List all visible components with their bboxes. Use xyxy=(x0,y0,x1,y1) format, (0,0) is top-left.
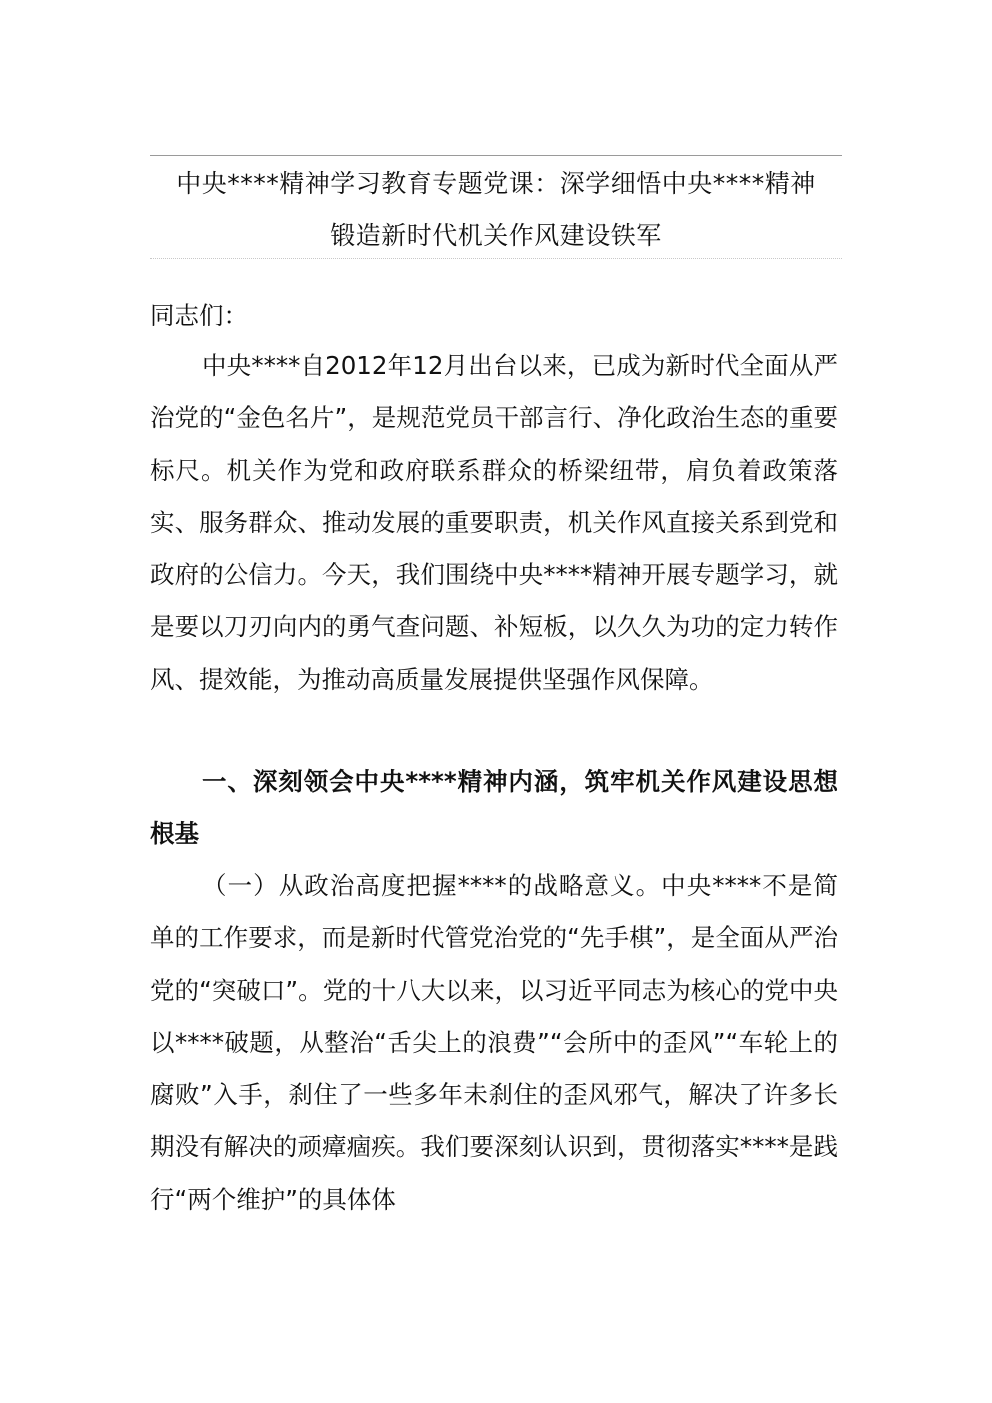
section-heading-1: 一、深刻领会中央****精神内涵，筑牢机关作风建设思想根基 xyxy=(150,767,838,849)
paragraph-intro: 中央****自2012年12月出台以来，已成为新时代全面从严治党的“金色名片”，是规范党员干部言行、净化政治生态的重要标尺。机关作为党和政府联系群众的桥梁纽带，肩负着政策落实、服务群众、推动发展的重要职责，机关作风直接关系到党和政府的公信力。今天，我们围绕中央****精神开展专题学习，就是要以刀刃向内的勇气查问题、补短板，以久久为功的定力转作风、提效能，为推动高质量发展提供坚强作风保障。 xyxy=(150,351,838,694)
document-title-line1: 中央****精神学习教育专题党课：深学细悟中央****精神 xyxy=(176,169,816,198)
header-rule xyxy=(150,155,842,156)
title-divider xyxy=(150,258,842,259)
paragraph-section-1-1: （一）从政治高度把握****的战略意义。中央****不是简单的工作要求，而是新时代管党治党的“先手棋”，是全面从严治党的“突破口”。党的十八大以来，以习近平同志为核心的党中央以****破题，从整治“舌尖上的浪费”“会所中的歪风”“车轮上的腐败”入手，刹住了一些多年未刹住的歪风邪气，解决了许多长期没有解决的顽瘴痼疾。我们要深刻认识到，贯彻落实****是践行“两个维护”的具体体 xyxy=(150,871,838,1214)
document-title-line2: 锻造新时代机关作风建设铁军 xyxy=(330,221,662,250)
salutation: 同志们： xyxy=(150,301,248,330)
